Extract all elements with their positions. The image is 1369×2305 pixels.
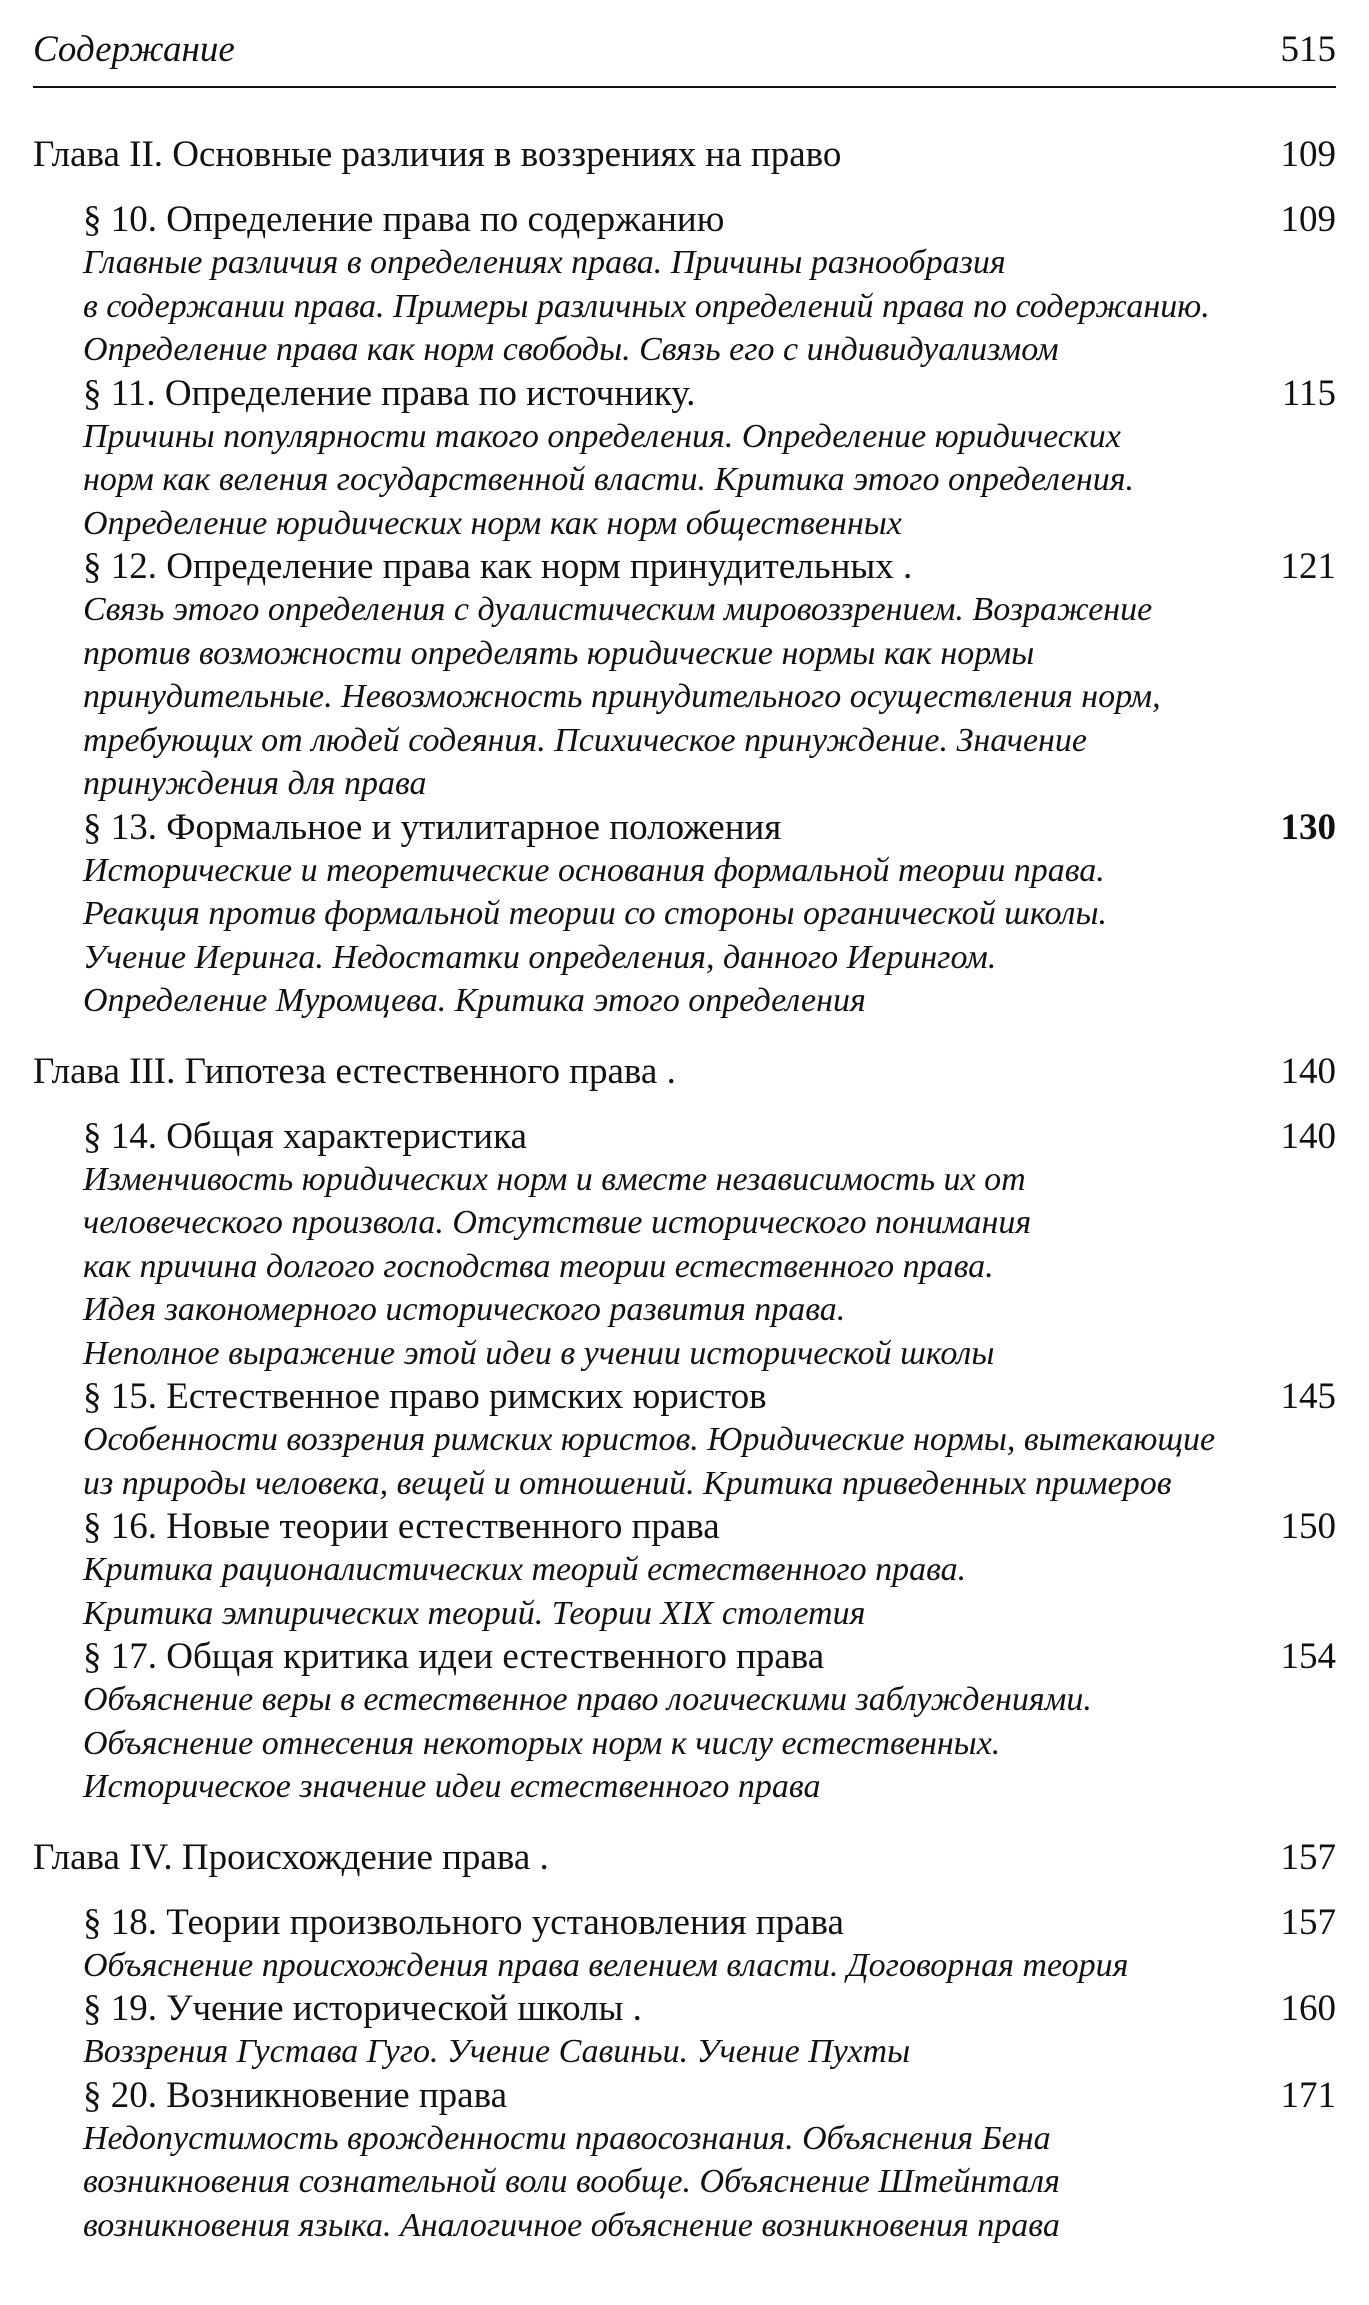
section-heading (83, 1635, 1336, 1678)
chapter-title: Глава III. Гипотеза естественного права . (33, 1050, 676, 1092)
section-description: Критика рационалистических теорий естественного права. Критика эмпирических теорий. Теории XIX столетия (83, 1551, 967, 1632)
section-heading (83, 1901, 1336, 1944)
section-page: 145 (1280, 1376, 1336, 1417)
section-page: 150 (1280, 1506, 1336, 1547)
section-heading (83, 1115, 1336, 1158)
section-description: Недопустимость врожденности правосознания. Объяснения Бена возникновения сознательной воли вообще. Объяснение Штейнталя возникновения языка. Аналогичное объяснение возникновения права (83, 2119, 1060, 2244)
page-number: 515 (1280, 29, 1336, 70)
section-heading (83, 372, 1336, 415)
toc-section (33, 1901, 1336, 1988)
toc-section (33, 372, 1336, 546)
section-title: § 11. Определение права по источнику. (83, 372, 696, 414)
toc-section (33, 1987, 1336, 2074)
section-title: § 15. Естественное право римских юристов (83, 1376, 767, 1417)
section-description: Особенности воззрения римских юристов. Юридические нормы, вытекающие из природы человека, вещей и отношений. Критика приведенных примеров (83, 1421, 1216, 1502)
toc-section (33, 1115, 1336, 1376)
section-description: Исторические и теоретические основания формальной теории права. Реакция против формальной теории со стороны органической школы. Учение Иеринга. Недостатки определения, данного Иерингом. Определение Муромцева. Критика этого определения (83, 851, 1108, 1019)
toc-section (33, 2074, 1336, 2248)
section-title: § 12. Определение права как норм принудительных . (83, 546, 913, 587)
chapter-page: 140 (1280, 1050, 1336, 1092)
section-page: 171 (1280, 2074, 1336, 2116)
toc-section (33, 545, 1336, 806)
section-description: Связь этого определения с дуалистическим мировоззрением. Возражение против возможности определять юридические нормы как нормы принудительные. Невозможность принудительного осуществления норм, требующих от людей содеяния. Психическое принуждение. Значение принуждения для права (83, 591, 1161, 802)
toc-section (33, 806, 1336, 1023)
section-heading (83, 2074, 1336, 2117)
chapter-heading (33, 1049, 1336, 1095)
toc-section (33, 198, 1336, 372)
toc-content (33, 132, 1336, 2247)
section-description: Воззрения Густава Гуго. Учение Савиньи. Учение Пухты (83, 2033, 911, 2070)
toc-section (33, 1375, 1336, 1505)
section-page: 160 (1280, 1988, 1336, 2029)
section-title: § 10. Определение права по содержанию (83, 199, 725, 240)
section-title: § 16. Новые теории естественного права (83, 1506, 720, 1547)
section-description: Объяснение происхождения права велением власти. Договорная теория (83, 1946, 1129, 1984)
chapter-page: 157 (1280, 1836, 1336, 1878)
section-page: 157 (1280, 1901, 1336, 1943)
section-heading (83, 198, 1336, 241)
toc-section (33, 1635, 1336, 1809)
section-description: Главные различия в определениях права. Причины разнообразия в содержании права. Примеры различных определений права по содержанию. Определение права как норм свободы. Связь его с индивидуализмом (83, 244, 1210, 368)
section-page: 109 (1280, 199, 1336, 240)
section-heading (83, 1375, 1336, 1418)
section-title: § 17. Общая критика идеи естественного права (83, 1636, 825, 1677)
chapter-title: Глава II. Основные различия в воззрениях на право (33, 134, 842, 175)
header-rule (33, 86, 1336, 88)
chapter-title: Глава IV. Происхождение права . (33, 1836, 549, 1878)
section-page: 130 (1280, 806, 1336, 848)
chapter-heading (33, 1835, 1336, 1881)
section-description: Объяснение веры в естественное право логическими заблуждениями. Объяснение отнесения некоторых норм к числу естественных. Историческое значение идеи естественного права (83, 1681, 1092, 1805)
section-page: 115 (1281, 372, 1336, 414)
section-heading (83, 1505, 1336, 1548)
section-title: § 13. Формальное и утилитарное положения (83, 806, 782, 848)
section-description: Изменчивость юридических норм и вместе независимость их от человеческого произвола. Отсутствие исторического понимания как причина долгого господства теории естественного права. Идея закономерного исторического развития права. Неполное выражение этой идеи в учении исторической школы (83, 1160, 1032, 1372)
section-page: 140 (1280, 1115, 1336, 1157)
section-page: 154 (1280, 1636, 1336, 1677)
running-header (33, 28, 1336, 76)
section-title: § 14. Общая характеристика (83, 1115, 527, 1157)
section-heading (83, 1987, 1336, 2030)
toc-section (33, 1505, 1336, 1635)
section-title: § 19. Учение исторической школы . (83, 1988, 642, 2029)
section-heading (83, 806, 1336, 849)
chapter-heading (33, 132, 1336, 178)
section-title: § 18. Теории произвольного установления права (83, 1901, 844, 1943)
section-heading (83, 545, 1336, 588)
section-title: § 20. Возникновение права (83, 2074, 508, 2116)
section-page: 121 (1280, 546, 1336, 587)
chapter-page: 109 (1280, 134, 1336, 175)
section-description: Причины популярности такого определения. Определение юридических норм как веления государственной власти. Критика этого определения. Определение юридических норм как норм общественных (83, 417, 1135, 542)
running-title: Содержание (33, 29, 235, 70)
